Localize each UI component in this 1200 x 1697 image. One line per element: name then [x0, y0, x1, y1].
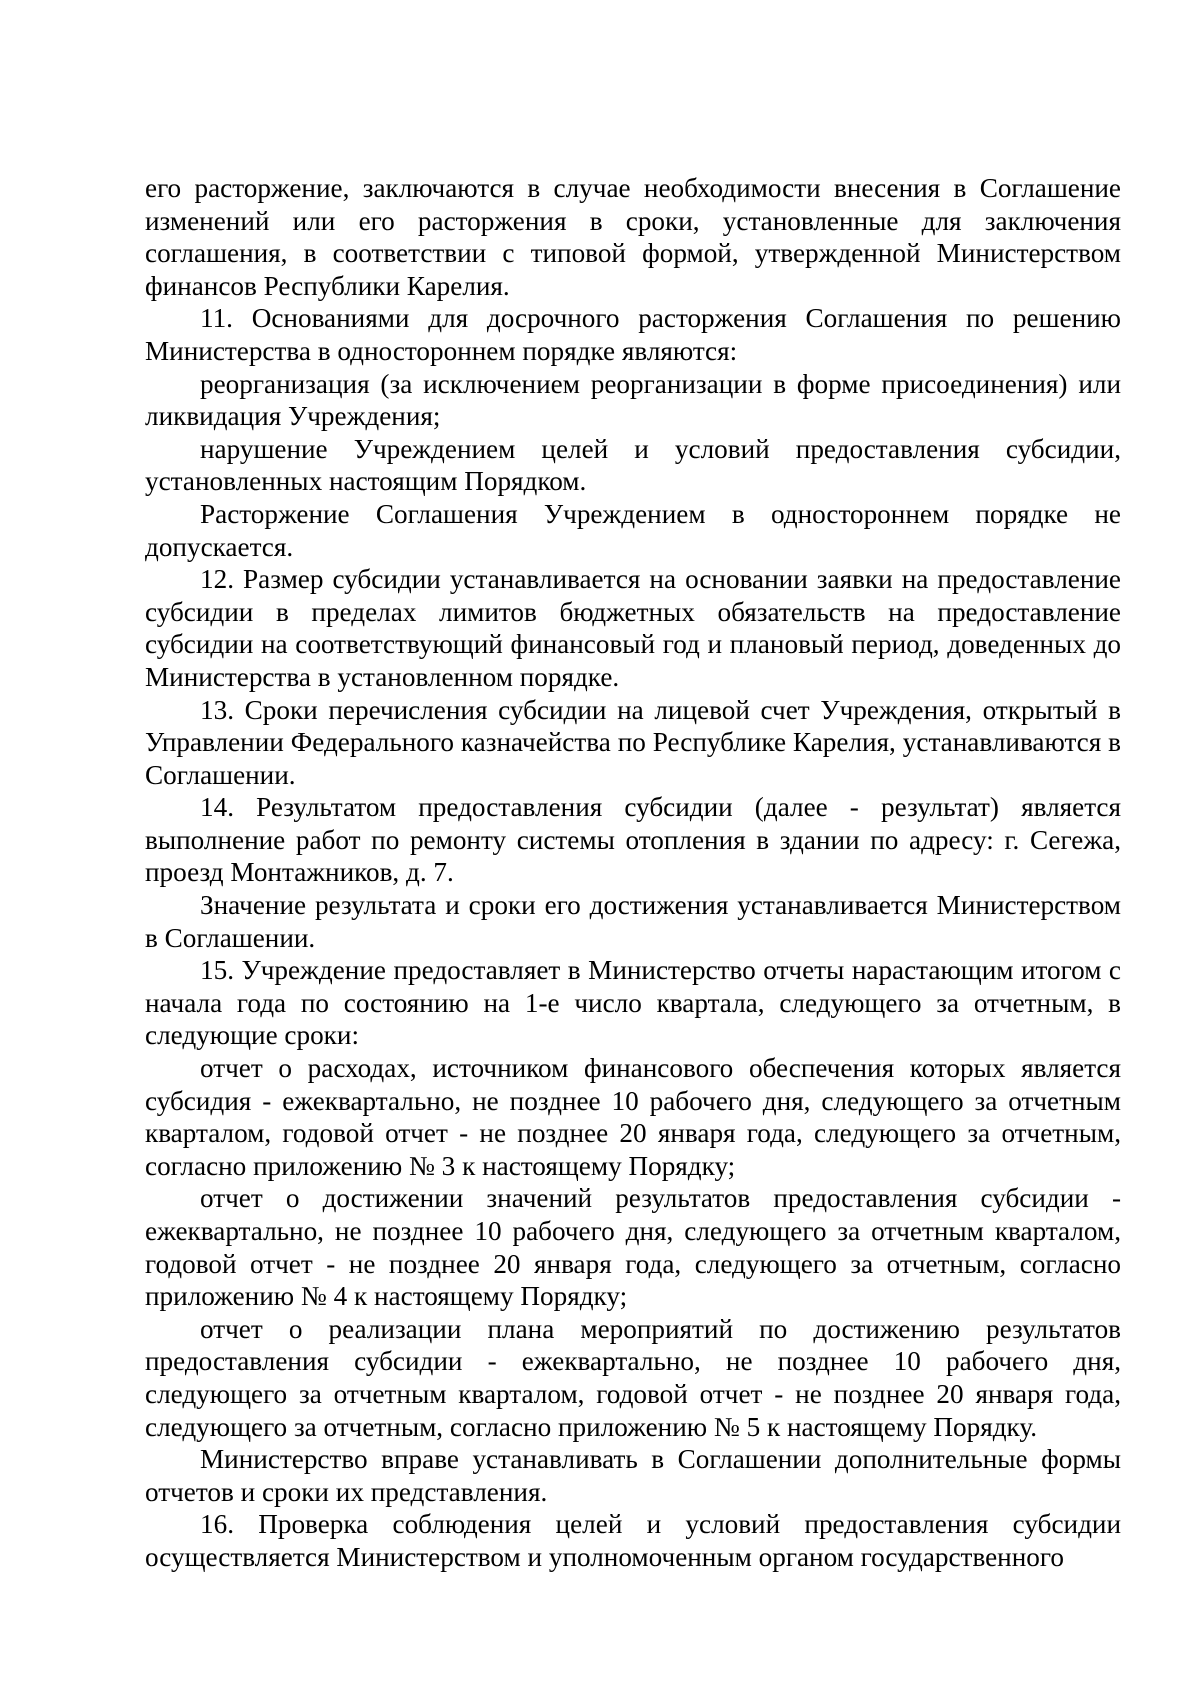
- paragraph-termination-not-allowed: Расторжение Соглашения Учреждением в одностороннем порядке не допускается.: [145, 498, 1121, 562]
- paragraph-plan-report: отчет о реализации плана мероприятий по достижению результатов предоставления субсидии - ежеквартально, не позднее 10 рабочего дня, следующего за отчетным кварталом, годовой отчет - не позднее 20 января года, следующего за отчетным, согласно приложению № 5 к настоящему Порядку.: [145, 1313, 1121, 1442]
- paragraph-reorganization: реорганизация (за исключением реорганизации в форме присоединения) или ликвидация Учреждения;: [145, 368, 1121, 432]
- paragraph-additional-forms: Министерство вправе устанавливать в Соглашении дополнительные формы отчетов и сроки их представления.: [145, 1444, 1121, 1507]
- paragraph-clause-13: 13. Сроки перечисления субсидии на лицевой счет Учреждения, открытый в Управлении Федерального казначейства по Республике Карелия, устанавливаются в Соглашении.: [145, 694, 1121, 790]
- paragraph-clause-14: 14. Результатом предоставления субсидии (далее - результат) является выполнение работ по ремонту системы отопления в здании по адресу: г. Сегежа, проезд Монтажников, д. 7.: [145, 792, 1121, 888]
- paragraph-results-report: отчет о достижении значений результатов предоставления субсидии - ежеквартально, не позднее 10 рабочего дня, следующего за отчетным кварталом, годовой отчет - не позднее 20 января года, следующего за отчетным, согласно приложению № 4 к настоящему Порядку;: [145, 1183, 1121, 1312]
- paragraph-result-value: Значение результата и сроки его достижения устанавливается Министерством в Соглашении.: [145, 890, 1121, 953]
- paragraph-clause-15: 15. Учреждение предоставляет в Министерство отчеты нарастающим итогом с начала года по состоянию на 1-е число квартала, следующего за отчетным, в следующие сроки:: [145, 955, 1121, 1051]
- document-page: [145, 172, 1121, 1574]
- paragraph-clause-11: 11. Основаниями для досрочного расторжения Соглашения по решению Министерства в одностороннем порядке являются:: [145, 303, 1121, 366]
- paragraph-violation: нарушение Учреждением целей и условий предоставления субсидии, установленных настоящим Порядком.: [145, 433, 1121, 497]
- paragraph-clause-16: 16. Проверка соблюдения целей и условий предоставления субсидии осуществляется Министерством и уполномоченным органом государственного: [145, 1509, 1121, 1572]
- paragraph-continuation: его расторжение, заключаются в случае необходимости внесения в Соглашение изменений или его расторжения в сроки, установленные для заключения соглашения, в соответствии с типовой формой, утвержденной Министерством финансов Республики Карелия.: [145, 173, 1121, 301]
- paragraph-expense-report: отчет о расходах, источником финансового обеспечения которых является субсидия - ежеквартально, не позднее 10 рабочего дня, следующего за отчетным кварталом, годовой отчет - не позднее 20 января года, следующего за отчетным, согласно приложению № 3 к настоящему Порядку;: [145, 1053, 1121, 1181]
- paragraph-clause-12: 12. Размер субсидии устанавливается на основании заявки на предоставление субсидии в пределах лимитов бюджетных обязательств на предоставление субсидии на соответствующий финансовый год и плановый период, доведенных до Министерства в установленном порядке.: [145, 564, 1121, 692]
